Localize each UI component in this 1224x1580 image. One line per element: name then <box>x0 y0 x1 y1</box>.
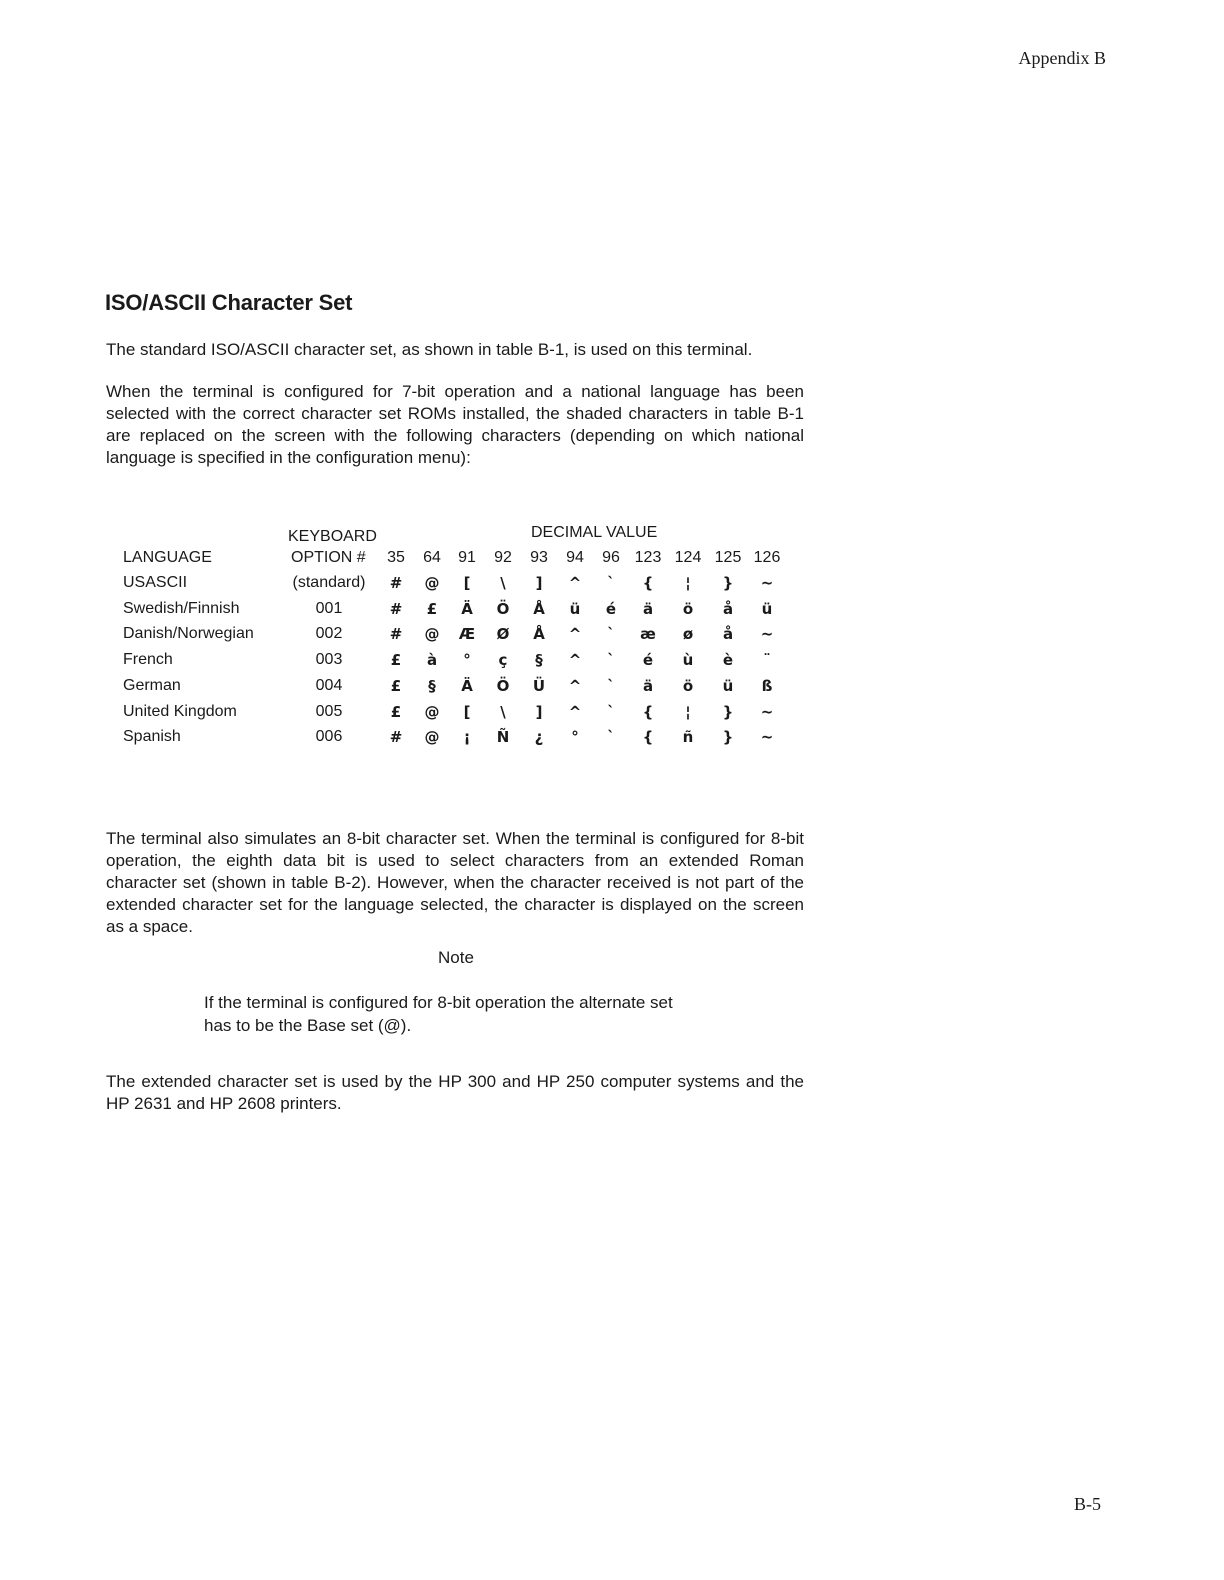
character-cell: § <box>535 651 543 670</box>
character-cell: ` <box>607 676 615 695</box>
language-name: USASCII <box>123 574 188 591</box>
running-header: Appendix B <box>1018 48 1106 68</box>
character-cell: ù <box>682 651 694 670</box>
decimal-column-header: 96 <box>602 549 620 566</box>
decimal-column-header: 123 <box>634 549 662 566</box>
character-cell: Å <box>533 599 545 618</box>
character-cell: ° <box>571 728 579 747</box>
character-cell: ` <box>607 625 615 644</box>
character-cell: \ <box>500 574 506 592</box>
character-cell: ` <box>607 728 615 747</box>
language-name: Danish/Norwegian <box>123 625 254 643</box>
character-cell: £ <box>390 651 402 670</box>
language-name: Swedish/Finnish <box>123 599 240 617</box>
character-cell: Ä <box>461 676 473 695</box>
character-cell: £ <box>426 599 438 618</box>
note-line: If the terminal is configured for 8-bit operation the alternate set <box>204 993 673 1012</box>
character-cell: \ <box>500 702 506 721</box>
character-cell: Ö <box>496 676 510 695</box>
character-cell: ^ <box>568 625 582 644</box>
character-cell: à <box>426 651 438 670</box>
character-cell: ø <box>682 625 694 644</box>
character-cell: # <box>389 574 403 592</box>
table-row <box>0 703 800 727</box>
table-row <box>0 651 800 675</box>
character-cell: ^ <box>568 651 582 670</box>
option-code: 006 <box>315 728 343 746</box>
character-cell: § <box>428 676 436 695</box>
character-cell: Ñ <box>496 728 510 747</box>
character-cell: é <box>642 651 654 670</box>
table-row <box>0 677 800 701</box>
option-code: (standard) <box>292 574 366 591</box>
character-cell: ü <box>761 599 773 618</box>
option-header: OPTION # <box>291 549 366 566</box>
character-cell: ¡ <box>463 728 471 747</box>
character-cell: £ <box>390 702 402 721</box>
section-title: ISO/ASCII Character Set <box>105 290 353 315</box>
character-cell: [ <box>463 574 471 592</box>
character-cell: # <box>389 625 403 644</box>
character-cell: { <box>642 702 654 721</box>
note-body <box>204 991 724 1037</box>
note-heading: Note <box>438 948 474 967</box>
character-cell: [ <box>463 702 471 721</box>
character-cell: ~ <box>760 625 774 644</box>
character-cell: ~ <box>760 574 774 592</box>
language-name: United Kingdom <box>123 702 237 720</box>
character-cell: ` <box>607 574 615 592</box>
character-cell: ñ <box>682 728 694 747</box>
character-cell: ü <box>569 599 581 618</box>
character-cell: # <box>389 728 403 747</box>
decimal-column-header: 93 <box>530 549 548 566</box>
character-cell: Ü <box>532 676 546 695</box>
character-cell: Æ <box>458 625 476 644</box>
character-cell: ä <box>642 676 654 695</box>
decimal-column-header: 35 <box>387 549 405 566</box>
character-cell: ¦ <box>685 574 691 592</box>
character-cell: ` <box>607 651 615 670</box>
character-cell: ^ <box>568 702 582 721</box>
character-cell: ü <box>722 676 734 695</box>
character-cell: Å <box>533 625 545 644</box>
character-cell: £ <box>390 676 402 695</box>
character-cell: } <box>722 728 734 747</box>
character-cell: é <box>605 599 617 618</box>
character-cell: { <box>642 728 654 747</box>
character-cell: Ö <box>496 599 510 618</box>
character-cell: ß <box>761 676 773 695</box>
decimal-column-header: 92 <box>494 549 512 566</box>
character-cell: } <box>722 574 734 592</box>
decimal-column-header: 124 <box>674 549 702 566</box>
character-cell: ] <box>535 702 543 721</box>
decimal-column-header: 91 <box>458 549 476 566</box>
language-name: French <box>123 651 173 669</box>
character-cell: ] <box>535 574 543 592</box>
table-row <box>0 728 800 752</box>
language-name: Spanish <box>123 728 181 746</box>
option-code: 004 <box>315 676 343 694</box>
character-cell: } <box>722 702 734 721</box>
decimal-column-header: 125 <box>714 549 742 566</box>
national-language-paragraph: When the terminal is configured for 7-bit operation and a national language has been selected with the correct character set ROMs installed, the shaded characters in table B-1 are replaced on the screen with the following characters (depending on which national language is specified in the configuration menu): <box>106 382 804 467</box>
character-cell: ö <box>682 676 694 695</box>
decimal-column-header: 64 <box>423 549 441 566</box>
option-code: 002 <box>315 625 343 643</box>
extended-set-paragraph: The extended character set is used by the HP 300 and HP 250 computer systems and the HP 2631 and HP 2608 printers. <box>106 1072 804 1113</box>
character-cell: ~ <box>760 728 774 747</box>
character-cell: ° <box>463 651 471 670</box>
character-cell: ~ <box>760 702 774 721</box>
character-cell: æ <box>640 625 656 644</box>
decimal-column-header: 126 <box>753 549 781 566</box>
character-cell: ^ <box>568 574 582 592</box>
character-cell: ö <box>682 599 694 618</box>
decimal-column-header: 94 <box>566 549 584 566</box>
character-cell: ¨ <box>763 651 771 670</box>
character-cell: å <box>722 599 734 618</box>
language-name: German <box>123 676 181 694</box>
character-cell: ä <box>642 599 654 618</box>
character-cell: å <box>722 625 734 644</box>
option-code: 005 <box>315 702 343 720</box>
character-cell: ` <box>607 702 615 721</box>
character-cell: ^ <box>568 676 582 695</box>
language-header: LANGUAGE <box>123 549 212 566</box>
page-number: B-5 <box>1074 1494 1101 1514</box>
option-code: 001 <box>315 599 343 617</box>
character-cell: ç <box>498 651 508 670</box>
table-row <box>0 625 800 649</box>
character-cell: @ <box>424 574 440 592</box>
national-character-table <box>0 522 800 762</box>
character-cell: @ <box>424 702 440 721</box>
character-cell: { <box>642 574 654 592</box>
table-row <box>0 574 800 598</box>
note-line: has to be the Base set (@). <box>204 1016 412 1035</box>
decimal-value-header: DECIMAL VALUE <box>531 524 658 541</box>
character-cell: @ <box>424 728 440 747</box>
character-cell: @ <box>424 625 440 644</box>
character-cell: ¦ <box>685 702 691 721</box>
character-cell: # <box>389 599 403 618</box>
intro-paragraph: The standard ISO/ASCII character set, as shown in table B-1, is used on this terminal. <box>106 340 753 359</box>
character-cell: Ø <box>496 625 510 644</box>
eight-bit-paragraph: The terminal also simulates an 8-bit character set. When the terminal is configured for 8-bit operation, the eighth data bit is used to select characters from an extended Roman character set (shown in table B-2). However, when the character received is not part of the extended character set for the language selected, the character is displayed on the screen as a space. <box>106 829 804 936</box>
character-cell: ¿ <box>534 728 544 747</box>
option-code: 003 <box>315 651 343 669</box>
table-row <box>0 600 800 624</box>
character-cell: Ä <box>461 599 473 618</box>
keyboard-header: KEYBOARD <box>288 528 377 545</box>
character-cell: è <box>722 651 734 670</box>
